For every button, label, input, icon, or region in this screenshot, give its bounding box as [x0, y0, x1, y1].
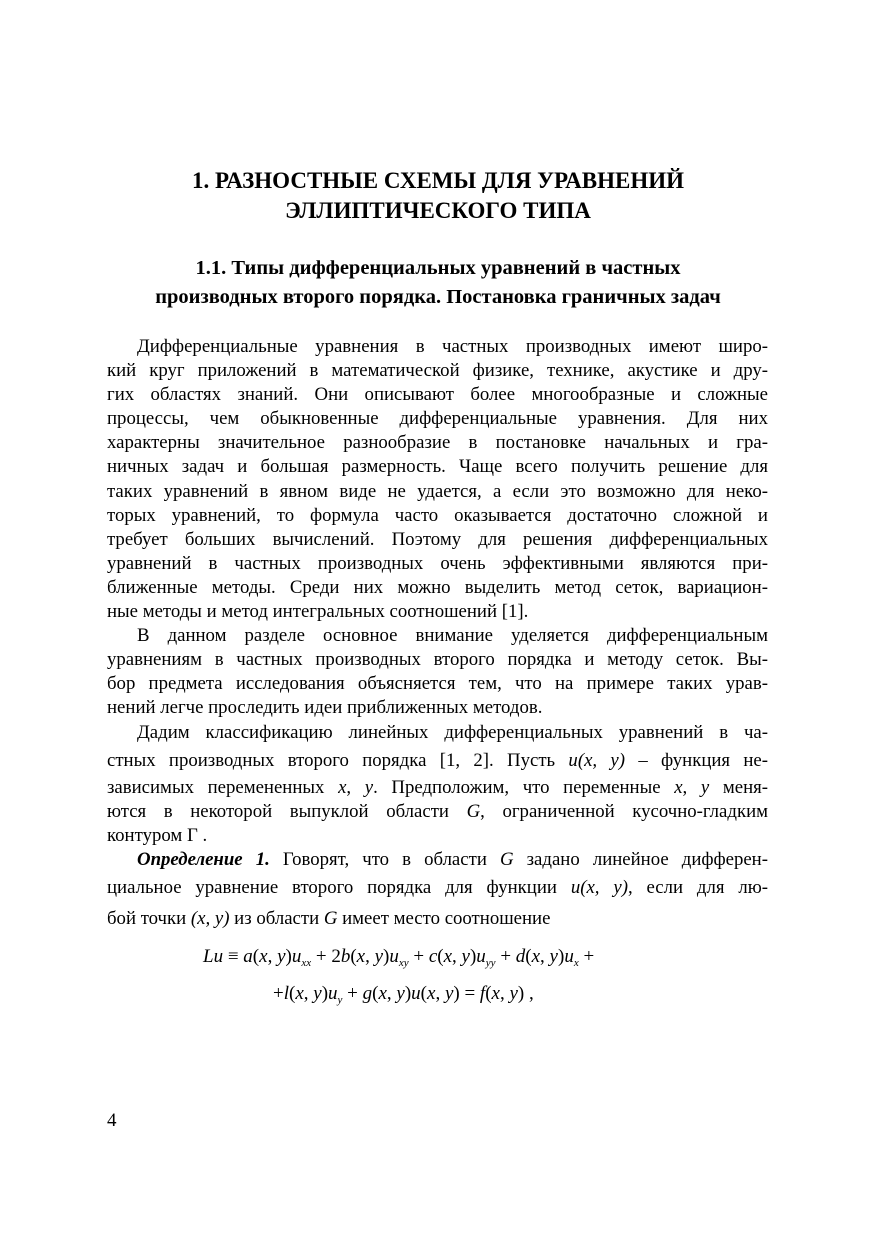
variable-y: y	[700, 776, 710, 798]
text-line: процессы, чем обыкновенные дифференциальные уравнения. Для них	[107, 408, 768, 430]
text-fragment: ются в некоторой выпуклой области	[107, 800, 449, 822]
text-line	[107, 745, 768, 776]
paragraph-1	[107, 335, 768, 624]
text-fragment: Говорят, что в области	[282, 848, 487, 870]
text-line: ближенные методы. Среди них можно выделить метод сеток, вариацион-	[107, 576, 768, 598]
text-fragment: бой точки	[107, 907, 187, 929]
text-fragment: зависимых перемененных	[107, 776, 325, 798]
section-title	[0, 254, 876, 312]
body-text	[107, 335, 768, 934]
text-line: кий круг приложений в математической физике, технике, акустике и дру-	[107, 360, 768, 382]
text-line: ничных задач и большая размерность. Чаще всего получить решение для	[107, 456, 768, 478]
text-fragment: . Предположим, что переменные	[373, 776, 661, 798]
variable-g: G	[499, 848, 514, 870]
chapter-title	[0, 166, 876, 226]
text-line: бор предмета исследования объясняется тем, что на примере таких урав-	[107, 673, 768, 695]
variable-g: G	[466, 800, 481, 822]
definition-label: Определение 1.	[137, 848, 270, 870]
text-line: В данном разделе основное внимание уделяется дифференциальным	[137, 625, 768, 647]
text-line: уравнениям в частных производных второго порядка и методу сеток. Вы-	[107, 649, 768, 671]
function-notation: u(x, y)	[568, 749, 626, 771]
text-line: нений легче проследить идеи приближенных методов.	[107, 697, 543, 719]
text-fragment: – функция не-	[638, 749, 769, 771]
text-fragment: меня-	[722, 776, 769, 798]
text-fragment: имеет место соотношение	[342, 907, 551, 929]
variable-x: x	[338, 776, 347, 798]
formula-line-1: Lu ≡ a(x, $y)u_{xx} + 2b(x$, $y)u_{xy} + c(x$, $y)u_{yy} + d(x$, $y)u_x$ +	[203, 946, 595, 969]
variable-x: x	[674, 776, 683, 798]
text-line: уравнений в частных производных очень эффективными являются при-	[107, 552, 768, 574]
section-title-line-1: 1.1. Типы дифференциальных уравнений в частных	[195, 257, 681, 279]
variable-y: y	[364, 776, 374, 798]
paragraph-2	[107, 624, 768, 720]
comma: ,	[346, 776, 352, 798]
function-notation: u(x, y)	[570, 876, 628, 898]
text-line: Дадим классификацию линейных дифференциальных уравнений в ча-	[137, 721, 768, 743]
text-line: ные методы и метод интегральных соотношений [1].	[107, 601, 529, 623]
text-line: таких уравнений в явном виде не удается, а если это возможно для неко-	[107, 480, 768, 502]
text-fragment: циальное уравнение второго порядка для функции	[107, 876, 557, 898]
section-title-line-2: производных второго порядка. Постановка граничных задач	[155, 286, 721, 308]
text-fragment: стных производных второго порядка [1, 2]. Пусть	[107, 749, 556, 771]
text-fragment: задано линейное дифферен-	[526, 848, 768, 870]
variable-g: G	[323, 907, 338, 929]
text-line	[107, 800, 768, 824]
formula-line-2: +l(x, $y)u_y + g(x$, y)u(x, y) = f(x, y) ,	[273, 983, 534, 1006]
text-line	[107, 776, 768, 800]
text-fragment: , если для лю-	[627, 876, 768, 898]
text-line: контуром Г .	[107, 824, 208, 846]
text-line	[107, 903, 768, 934]
text-fragment: , ограниченной кусочно-гладким	[480, 800, 769, 822]
definition-paragraph	[107, 848, 768, 934]
text-line: характерны значительное разнообразие в постановке начальных и гра-	[107, 432, 768, 454]
text-fragment: из области	[234, 907, 320, 929]
text-line: Дифференциальные уравнения в частных производных имеют широ-	[137, 336, 768, 357]
text-line	[107, 848, 768, 872]
comma: ,	[682, 776, 688, 798]
chapter-title-line-2: ЭЛЛИПТИЧЕСКОГО ТИПА	[285, 198, 591, 223]
text-line: гих областях знаний. Они описывают более многообразные и сложные	[107, 384, 768, 406]
chapter-title-line-1: 1. РАЗНОСТНЫЕ СХЕМЫ ДЛЯ УРАВНЕНИЙ	[191, 168, 685, 193]
page-number: 4	[107, 1110, 117, 1131]
text-line	[107, 872, 768, 903]
point-notation: (x, y)	[190, 907, 230, 929]
text-line: требует больших вычислений. Поэтому для решения дифференциальных	[107, 528, 768, 550]
paragraph-3	[107, 721, 768, 848]
text-line: торых уравнений, то формула часто оказывается достаточно сложной и	[107, 504, 768, 526]
